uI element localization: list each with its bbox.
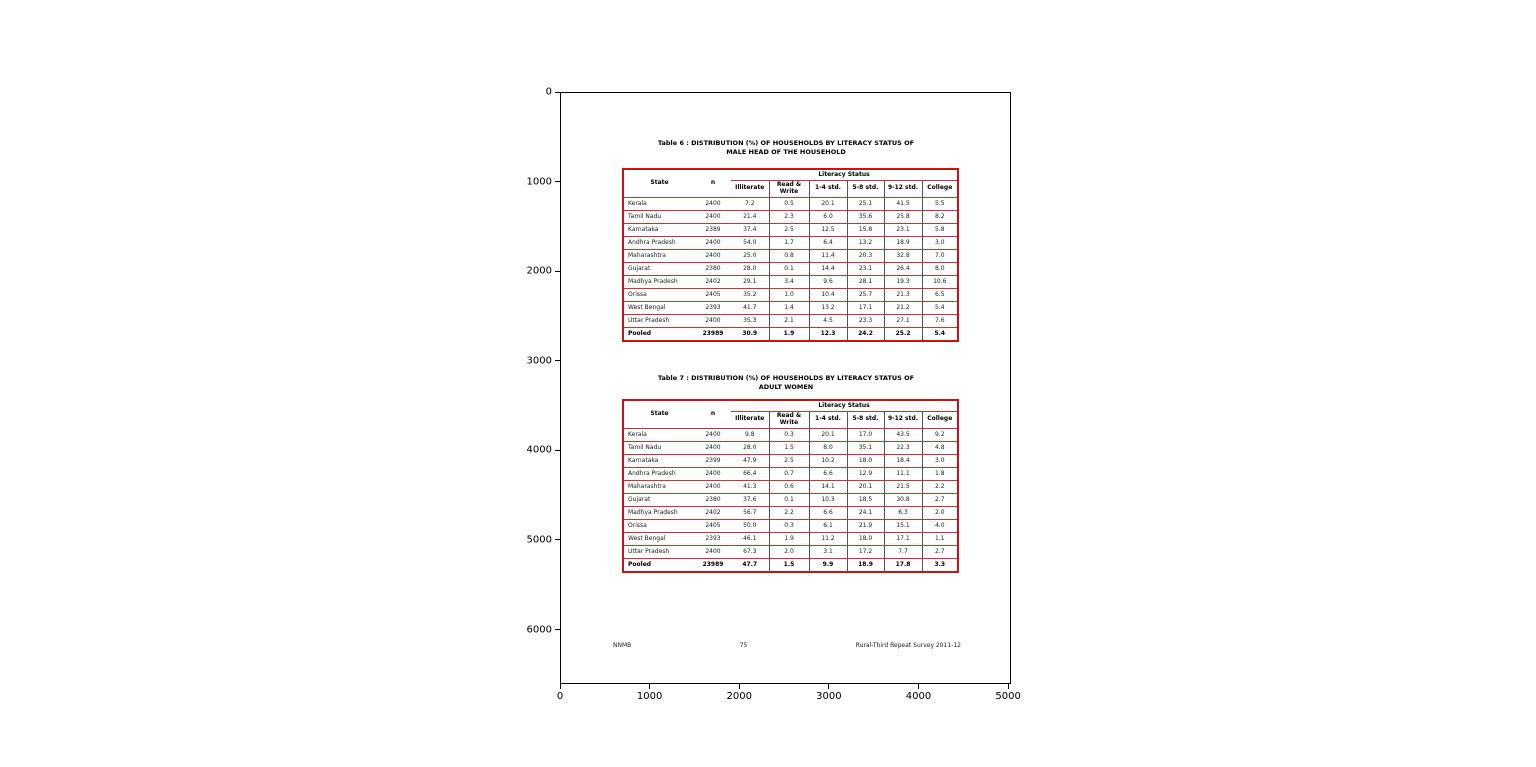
y-tick-mark: [555, 450, 560, 451]
value-cell: 0.3: [769, 519, 809, 532]
y-tick-mark: [555, 539, 560, 540]
value-cell: 2.7: [922, 545, 958, 558]
value-cell: 9.2: [922, 428, 958, 441]
value-cell: 11.1: [884, 467, 922, 480]
value-cell: 47.9: [743, 456, 757, 464]
value-cell: 13.2: [847, 236, 884, 249]
value-cell: 41.7: [743, 303, 757, 311]
state-cell: Maharashtra: [628, 482, 666, 490]
value-cell: 2.0: [922, 506, 958, 519]
value-cell: 13.2: [809, 301, 847, 314]
value-cell: 0.1: [769, 262, 809, 275]
value-cell: 32.8: [884, 249, 922, 262]
state-cell: Uttar Pradesh: [628, 547, 670, 555]
state-cell: Gujarat: [628, 264, 651, 272]
value-cell: 4.5: [809, 314, 847, 327]
table-row: [623, 197, 958, 210]
table-row: [623, 428, 958, 441]
value-cell: 20.3: [847, 249, 884, 262]
col-header-n: n: [710, 409, 716, 417]
value-cell: 2.2: [922, 480, 958, 493]
value-cell: 21.5: [884, 480, 922, 493]
y-tick-mark: [555, 360, 560, 361]
value-cell: 3.0: [922, 236, 958, 249]
value-cell: 2.1: [769, 314, 809, 327]
value-cell: 66.4: [743, 469, 757, 477]
value-cell: 30.8: [884, 493, 922, 506]
x-tick-label: 1000: [636, 691, 663, 702]
value-cell: 3.4: [769, 275, 809, 288]
value-cell: 3.1: [809, 545, 847, 558]
value-cell: 2393: [705, 303, 721, 311]
table-row: [623, 301, 958, 314]
value-cell: 50.0: [743, 521, 757, 529]
y-tick-label: 6000: [526, 624, 552, 636]
value-cell: 1.5: [769, 441, 809, 454]
table-male-head-literacy: [622, 168, 959, 342]
x-tick-mark: [649, 684, 650, 689]
col-header-state: State: [650, 178, 669, 186]
table-row: [623, 210, 958, 223]
value-cell: 1.5: [769, 558, 809, 572]
state-cell: Andhra Pradesh: [628, 469, 676, 477]
x-tick-mark: [918, 684, 919, 689]
value-cell: 18.9: [884, 236, 922, 249]
value-cell: 6.4: [809, 236, 847, 249]
value-cell: 28.1: [847, 275, 884, 288]
value-cell: 28.0: [743, 264, 757, 272]
col-header-state: State: [650, 409, 669, 417]
value-cell: 2400: [705, 238, 721, 246]
value-cell: 23.1: [847, 262, 884, 275]
y-tick-label: 1000: [526, 176, 552, 188]
value-cell: 7.0: [922, 249, 958, 262]
value-cell: 0.1: [769, 493, 809, 506]
footer-left-text: NNMB: [613, 642, 632, 649]
col-header: 9-12 std.: [884, 412, 922, 429]
value-cell: 41.3: [743, 482, 757, 490]
value-cell: 2402: [705, 508, 721, 516]
value-cell: 26.4: [884, 262, 922, 275]
value-cell: 2399: [705, 456, 721, 464]
value-cell: 4.0: [922, 519, 958, 532]
table-row: [623, 223, 958, 236]
value-cell: 14.1: [809, 480, 847, 493]
footer-right-text: Rural-Third Repeat Survey 2011-12: [855, 642, 961, 649]
value-cell: 0.3: [769, 428, 809, 441]
x-tick-label: 5000: [995, 691, 1021, 702]
y-tick-mark: [555, 181, 560, 182]
value-cell: 1.8: [922, 467, 958, 480]
x-tick-label: 4000: [905, 691, 932, 702]
value-cell: 37.4: [743, 225, 757, 233]
table-row: [623, 262, 958, 275]
table-row: [623, 441, 958, 454]
value-cell: 35.6: [847, 210, 884, 223]
col-header: Read & Write: [769, 181, 809, 198]
value-cell: 2.7: [922, 493, 958, 506]
value-cell: 9.9: [809, 558, 847, 572]
value-cell: 2.5: [769, 223, 809, 236]
value-cell: 18.9: [847, 558, 884, 572]
value-cell: 3.3: [922, 558, 958, 572]
value-cell: 15.8: [847, 223, 884, 236]
value-cell: 67.3: [743, 547, 757, 555]
value-cell: 2380: [705, 264, 721, 272]
value-cell: 24.1: [847, 506, 884, 519]
value-cell: 9.6: [809, 275, 847, 288]
state-cell: Pooled: [628, 560, 652, 568]
value-cell: 6.6: [809, 467, 847, 480]
value-cell: 8.2: [922, 210, 958, 223]
value-cell: 0.5: [769, 197, 809, 210]
value-cell: 2.5: [769, 454, 809, 467]
value-cell: 0.6: [769, 480, 809, 493]
table-row: [623, 454, 958, 467]
table-row: [623, 532, 958, 545]
table-adult-women-literacy: [622, 399, 959, 573]
value-cell: 2400: [705, 469, 721, 477]
state-cell: Orissa: [628, 290, 647, 298]
table-row: [623, 249, 958, 262]
value-cell: 5.4: [922, 301, 958, 314]
value-cell: 22.3: [884, 441, 922, 454]
value-cell: 2402: [705, 277, 721, 285]
table-row: [623, 327, 958, 341]
value-cell: 20.1: [809, 197, 847, 210]
value-cell: 0.7: [769, 467, 809, 480]
y-tick-mark: [555, 629, 560, 630]
value-cell: 30.9: [742, 329, 758, 337]
state-cell: Maharashtra: [628, 251, 666, 259]
table-title-line: Table 7 : DISTRIBUTION (%) OF HOUSEHOLDS BY LITERACY STATUS OF: [657, 374, 915, 382]
state-cell: West Bengal: [628, 303, 666, 311]
table-row: [623, 506, 958, 519]
table-row: [623, 519, 958, 532]
value-cell: 35.2: [743, 290, 757, 298]
value-cell: 25.0: [743, 251, 757, 259]
value-cell: 10.6: [922, 275, 958, 288]
state-cell: Uttar Pradesh: [628, 316, 670, 324]
table-header: [623, 169, 958, 197]
state-cell: Madhya Pradesh: [628, 277, 678, 285]
value-cell: 21.3: [884, 288, 922, 301]
value-cell: 37.6: [743, 495, 757, 503]
state-cell: Karnataka: [628, 225, 659, 233]
col-header: Illiterate: [735, 184, 765, 192]
value-cell: 2.3: [769, 210, 809, 223]
col-header: 5-8 std.: [847, 181, 884, 198]
col-header: 1-4 std.: [809, 181, 847, 198]
state-cell: Pooled: [628, 329, 652, 337]
value-cell: 6.1: [809, 519, 847, 532]
y-tick-label: 3000: [526, 355, 552, 367]
value-cell: 7.7: [884, 545, 922, 558]
state-cell: Tamil Nadu: [628, 212, 662, 220]
value-cell: 2400: [705, 430, 721, 438]
value-cell: 20.1: [809, 428, 847, 441]
x-tick-label: 2000: [726, 691, 752, 702]
value-cell: 7.2: [744, 199, 755, 207]
value-cell: 25.8: [884, 210, 922, 223]
value-cell: 17.0: [847, 428, 884, 441]
y-tick-label: 4000: [526, 444, 552, 456]
literacy-status-group-header: Literacy Status: [731, 169, 958, 181]
value-cell: 5.5: [922, 197, 958, 210]
value-cell: 21.4: [743, 212, 757, 220]
value-cell: 6.0: [809, 210, 847, 223]
value-cell: 2.0: [769, 545, 809, 558]
col-header-n: n: [710, 178, 716, 186]
value-cell: 41.5: [884, 197, 922, 210]
x-tick-label: 0: [556, 691, 564, 702]
state-cell: Karnataka: [628, 456, 659, 464]
table-row: [623, 275, 958, 288]
value-cell: 8.0: [922, 262, 958, 275]
y-tick-label: 0: [545, 86, 552, 98]
value-cell: 54.0: [743, 238, 757, 246]
state-cell: Madhya Pradesh: [628, 508, 678, 516]
value-cell: 20.1: [847, 480, 884, 493]
value-cell: 18.0: [847, 454, 884, 467]
col-header: 5-8 std.: [847, 412, 884, 429]
value-cell: 27.1: [884, 314, 922, 327]
value-cell: 1.1: [922, 532, 958, 545]
value-cell: 2400: [705, 199, 721, 207]
table-header: [623, 400, 958, 428]
state-cell: Kerala: [628, 199, 647, 207]
value-cell: 6.3: [884, 506, 922, 519]
value-cell: 7.6: [922, 314, 958, 327]
page-footer: [613, 642, 961, 649]
value-cell: 2400: [705, 251, 721, 259]
value-cell: 21.9: [847, 519, 884, 532]
state-cell: Tamil Nadu: [628, 443, 662, 451]
footer-page-number: 75: [739, 642, 748, 649]
state-cell: West Bengal: [628, 534, 666, 542]
value-cell: 1.9: [769, 327, 809, 341]
value-cell: 18.0: [847, 532, 884, 545]
table-row: [623, 480, 958, 493]
table-row: [623, 558, 958, 572]
value-cell: 11.4: [809, 249, 847, 262]
table-title-line: Table 6 : DISTRIBUTION (%) OF HOUSEHOLDS BY LITERACY STATUS OF: [657, 139, 915, 147]
state-cell: Gujarat: [628, 495, 651, 503]
table6-title: [601, 139, 971, 158]
col-header: Read & Write: [769, 412, 809, 429]
value-cell: 3.0: [922, 454, 958, 467]
value-cell: 2400: [705, 316, 721, 324]
state-cell: Andhra Pradesh: [628, 238, 676, 246]
value-cell: 17.1: [847, 301, 884, 314]
value-cell: 11.2: [809, 532, 847, 545]
value-cell: 2405: [705, 521, 721, 529]
value-cell: 6.5: [922, 288, 958, 301]
value-cell: 1.0: [769, 288, 809, 301]
value-cell: 6.6: [809, 506, 847, 519]
value-cell: 35.3: [743, 316, 757, 324]
value-cell: 56.7: [743, 508, 757, 516]
header-row-top: [623, 400, 958, 412]
col-header: 1-4 std.: [809, 412, 847, 429]
table-row: [623, 288, 958, 301]
literacy-status-group-header: Literacy Status: [731, 400, 958, 412]
value-cell: 47.7: [742, 560, 758, 568]
table-row: [623, 493, 958, 506]
table-title-line: MALE HEAD OF THE HOUSEHOLD: [726, 148, 846, 157]
value-cell: 2400: [705, 212, 721, 220]
value-cell: 2400: [705, 482, 721, 490]
figure-plot-area: [560, 92, 1011, 684]
value-cell: 1.4: [769, 301, 809, 314]
value-cell: 4.8: [922, 441, 958, 454]
value-cell: 18.4: [884, 454, 922, 467]
value-cell: 46.1: [743, 534, 757, 542]
col-header: College: [922, 181, 958, 198]
x-tick-mark: [828, 684, 829, 689]
value-cell: 5.8: [922, 223, 958, 236]
value-cell: 25.2: [884, 327, 922, 341]
value-cell: 23.3: [847, 314, 884, 327]
value-cell: 2.2: [769, 506, 809, 519]
value-cell: 29.1: [743, 277, 757, 285]
x-tick-mark: [739, 684, 740, 689]
y-tick-label: 5000: [526, 534, 552, 546]
value-cell: 12.5: [809, 223, 847, 236]
value-cell: 23989: [702, 560, 724, 568]
value-cell: 17.8: [884, 558, 922, 572]
value-cell: 2393: [705, 534, 721, 542]
header-row-top: [623, 169, 958, 181]
value-cell: 8.0: [809, 441, 847, 454]
value-cell: 5.4: [922, 327, 958, 341]
value-cell: 21.2: [884, 301, 922, 314]
value-cell: 2400: [705, 547, 721, 555]
value-cell: 28.0: [743, 443, 757, 451]
value-cell: 23.1: [884, 223, 922, 236]
state-cell: Kerala: [628, 430, 647, 438]
table-row: [623, 314, 958, 327]
value-cell: 19.3: [884, 275, 922, 288]
table-row: [623, 467, 958, 480]
value-cell: 2400: [705, 443, 721, 451]
value-cell: 2389: [705, 225, 721, 233]
x-tick-mark: [560, 684, 561, 689]
y-tick-label: 2000: [526, 265, 552, 277]
value-cell: 2380: [705, 495, 721, 503]
col-header: 9-12 std.: [884, 181, 922, 198]
state-cell: Orissa: [628, 521, 647, 529]
table-row: [623, 236, 958, 249]
table-title-line: ADULT WOMEN: [758, 383, 814, 392]
value-cell: 15.1: [884, 519, 922, 532]
x-tick-mark: [1008, 684, 1009, 689]
table-body: [623, 428, 958, 572]
value-cell: 12.9: [847, 467, 884, 480]
value-cell: 25.7: [847, 288, 884, 301]
value-cell: 18.5: [847, 493, 884, 506]
value-cell: 0.8: [769, 249, 809, 262]
value-cell: 1.9: [769, 532, 809, 545]
x-tick-label: 3000: [816, 691, 842, 702]
value-cell: 23989: [702, 329, 724, 337]
value-cell: 25.1: [847, 197, 884, 210]
value-cell: 14.4: [809, 262, 847, 275]
value-cell: 2405: [705, 290, 721, 298]
value-cell: 24.2: [847, 327, 884, 341]
value-cell: 10.3: [809, 493, 847, 506]
value-cell: 1.7: [769, 236, 809, 249]
value-cell: 35.1: [847, 441, 884, 454]
table-body: [623, 197, 958, 341]
value-cell: 17.1: [884, 532, 922, 545]
y-tick-mark: [555, 92, 560, 93]
table-row: [623, 545, 958, 558]
value-cell: 9.8: [744, 430, 755, 438]
value-cell: 10.2: [809, 454, 847, 467]
col-header: Illiterate: [735, 415, 765, 423]
col-header: College: [922, 412, 958, 429]
value-cell: 10.4: [809, 288, 847, 301]
y-tick-mark: [555, 271, 560, 272]
table7-title: [601, 374, 971, 393]
value-cell: 12.3: [809, 327, 847, 341]
value-cell: 17.2: [847, 545, 884, 558]
value-cell: 43.5: [884, 428, 922, 441]
